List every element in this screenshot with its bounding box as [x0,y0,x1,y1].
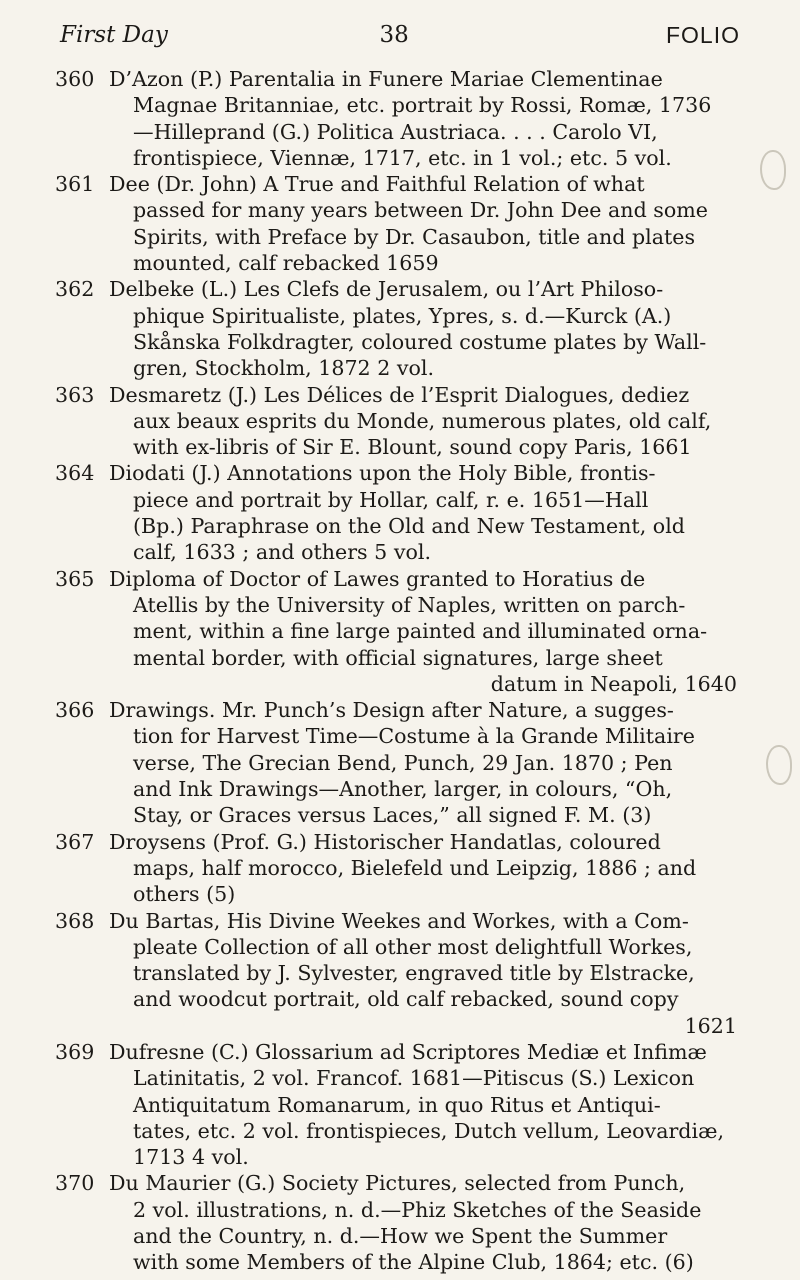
entry-line: and the Country, n. d.—How we Spent the Summer [133,1224,668,1249]
catalogue-entry [55,171,737,276]
entry-line: passed for many years between Dr. John Dee and some [133,198,708,223]
entry-line: (Bp.) Paraphrase on the Old and New Testament, old [133,514,685,539]
catalogue-entry [55,1170,737,1275]
entry-line: Droysens (Prof. G.) Historischer Handatlas, coloured [109,829,661,854]
lot-number: 367 [55,829,95,854]
catalogue-entries [55,66,737,1276]
lot-number: 361 [55,172,95,197]
entry-line: frontispiece, Viennæ, 1717, etc. in 1 vol.; etc. 5 vol. [133,145,672,170]
entry-line: with ex-libris of Sir E. Blount, sound copy Paris, 1661 [133,435,692,460]
entry-line: Delbeke (L.) Les Clefs de Jerusalem, ou l’Art Philoso- [109,277,664,302]
entry-line: 1621 [684,1013,737,1038]
page-header [60,22,740,54]
entry-line: tates, etc. 2 vol. frontispieces, Dutch vellum, Leovardiæ, [133,1118,724,1143]
entry-line: —Hilleprand (G.) Politica Austriaca. . . . Carolo VI, [133,119,658,144]
entry-line: Spirits, with Preface by Dr. Casaubon, title and plates [133,224,696,249]
margin-mark [766,745,792,785]
catalogue-entry [55,566,737,697]
running-head-left: First Day [60,22,168,48]
entry-line: Drawings. Mr. Punch’s Design after Nature, a sugges- [109,698,674,723]
lot-number: 365 [55,566,95,591]
entry-line: maps, half morocco, Bielefeld und Leipzig, 1886 ; and [133,855,697,880]
entry-line: Latinitatis, 2 vol. Francof. 1681—Pitiscus (S.) Lexicon [133,1066,695,1091]
catalogue-entry [55,382,737,461]
catalogue-entry [55,66,737,171]
entry-line: aux beaux esprits du Monde, numerous plates, old calf, [133,408,712,433]
entry-line: phique Spiritualiste, plates, Ypres, s. d.—Kurck (A.) [133,303,672,328]
entry-line: Diploma of Doctor of Lawes granted to Horatius de [109,566,646,591]
entry-line: Magnae Britanniae, etc. portrait by Rossi, Romæ, 1736 [133,93,712,118]
catalogue-entry [55,829,737,908]
lot-number: 360 [55,67,95,91]
entry-line: Du Maurier (G.) Society Pictures, selected from Punch, [109,1171,686,1196]
entry-line: and woodcut portrait, old calf rebacked, sound copy [133,987,679,1012]
entry-line: pleate Collection of all other most delightfull Workes, [133,934,693,959]
entry-line: Atellis by the University of Naples, written on parch- [133,592,686,617]
entry-line: piece and portrait by Hollar, calf, r. e. 1651—Hall [133,487,649,512]
entry-line: ment, within a fine large painted and illuminated orna- [133,619,708,644]
entry-line: tion for Harvest Time—Costume à la Grande Militaire [133,724,695,749]
catalogue-entry [55,1039,737,1170]
entry-line: verse, The Grecian Bend, Punch, 29 Jan. 1870 ; Pen [133,750,673,775]
catalogue-entry [55,460,737,565]
lot-number: 368 [55,908,95,933]
page-number: 38 [379,22,409,48]
entry-line: and Ink Drawings—Another, larger, in colours, “Oh, [133,777,673,802]
entry-line: with some Members of the Alpine Club, 1864; etc. (6) [133,1250,694,1275]
lot-number: 362 [55,277,95,302]
margin-mark [760,150,786,190]
entry-line: 1713 4 vol. [133,1145,249,1170]
lot-number: 364 [55,461,95,486]
entry-line: Dufresne (C.) Glossarium ad Scriptores Mediæ et Infimæ [109,1039,707,1064]
entry-line: Du Bartas, His Divine Weekes and Workes, with a Com- [109,908,689,933]
entry-line: 2 vol. illustrations, n. d.—Phiz Sketches of the Seaside [133,1197,702,1222]
entry-line: mounted, calf rebacked 1659 [133,251,439,276]
lot-number: 369 [55,1039,95,1064]
entry-line: Skånska Folkdragter, coloured costume plates by Wall- [133,329,707,354]
catalogue-entry [55,908,737,1039]
entry-line: Dee (Dr. John) A True and Faithful Relation of what [109,172,645,197]
entry-line: Desmaretz (J.) Les Délices de l’Esprit Dialogues, dediez [109,382,690,407]
catalogue-entry [55,697,737,828]
entry-line: D’Azon (P.) Parentalia in Funere Mariae Clementinae [109,67,663,91]
entry-line: Antiquitatum Romanarum, in quo Ritus et Antiqui- [133,1092,661,1117]
entry-line: Diodati (J.) Annotations upon the Holy Bible, frontis- [109,461,656,486]
entry-line: gren, Stockholm, 1872 2 vol. [133,356,435,381]
catalogue-entry [55,276,737,381]
running-head-right: FOLIO [665,22,740,48]
entry-line: others (5) [133,882,236,907]
lot-number: 370 [55,1171,95,1196]
entry-line: mental border, with official signatures, large sheet [133,645,663,670]
entry-line: translated by J. Sylvester, engraved title by Elstracke, [133,961,695,986]
entry-line: datum in Neapoli, 1640 [490,671,737,696]
entry-line: Stay, or Graces versus Laces,” all signed F. M. (3) [133,803,652,828]
entry-line: calf, 1633 ; and others 5 vol. [133,540,431,565]
lot-number: 363 [55,382,95,407]
lot-number: 366 [55,698,95,723]
